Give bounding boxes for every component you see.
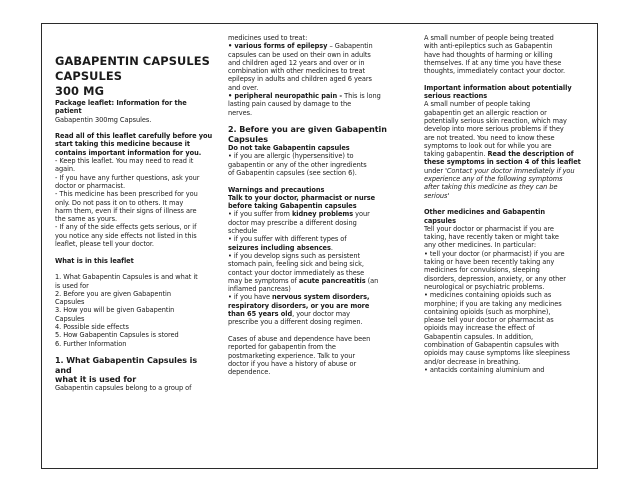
section-2-heading: 2. Before you are given Gabapentin Capsules	[228, 125, 387, 144]
other-medicines-text: Tell your doctor or pharmacist if you are taking, have recently taken or might take any other medicines. In particular: • tell your doctor (or pharmacist) if you are taking or have been recently taking any medicines for convulsions, sleeping disorders, depression, anxiety, or any other neurological or psychiatric problems. • medicines containing opioids such as morphine; if you are taking any medicines containing opioids (such as morphine), please tell your doctor or pharmacist as opioids may increase the effect of Gabapentin capsules. In addition, combination of Gabapentin capsules with opioids may cause symptoms like sleepiness and/or decrease in breathing. • antacids containing aluminium and	[424, 224, 570, 374]
read-carefully-notice: Read all of this leaflet carefully before you start taking this medicine because it contains important information for you.	[55, 132, 213, 157]
column-middle	[228, 34, 398, 376]
column-left	[55, 54, 215, 393]
warnings-heading: Warnings and precautions Talk to your doctor, pharmacist or nurse before taking Gabapentin capsules	[228, 185, 376, 211]
section-1-text: Gabapentin capsules belong to a group of	[55, 384, 192, 393]
do-not-take-heading: Do not take Gabapentin capsules	[228, 144, 350, 153]
keep-leaflet-text: - Keep this leaflet. You may need to read it again. - If you have any further questions, ask your doctor or pharmacist. - This medicine has been prescribed for you only. Do not pass it on to others. It may harm them, even if their signs of illness are the same as yours. - If any of the side effects gets serious, or if you notice any side effects not listed in this leaflet, please tell your doctor.	[55, 157, 200, 249]
document-title	[55, 54, 215, 99]
title-line: CAPSULES	[55, 69, 123, 83]
uses-text: medicines used to treat: • various forms of epilepsy – Gabapentin capsules can be used on their own in adults and children aged 12 years and over or in combination with other medicines to treat epilepsy in adults and children aged 6 years and over. • peripheral neuropathic pain - This is long lasting pain caused by damage to the nerves.	[228, 34, 381, 117]
column-right	[424, 34, 597, 374]
warnings-text: • if you suffer from kidney problems your doctor may prescribe a different dosing schedule • if you suffer with different types of seizures including absences. • if you develop signs such as persistent stomach pain, feeling sick and being sick, contact your doctor immediately as these may be symptoms of acute pancreatitis (an inflamed pancreas) • if you have nervous system disorders, respiratory disorders, or you are more than 65 years old, your doctor may prescribe you a different dosing regimen.	[228, 210, 379, 327]
suicidal-thoughts-text: A small number of people being treated with anti-epileptics such as Gabapentin have had thoughts of harming or killing themselves. If at any time you have these thoughts, immediately contact your doctor.	[424, 34, 566, 76]
section-1-heading: 1. What Gabapentin Capsules is and what it is used for	[55, 356, 198, 385]
product-name: Gabapentin 300mg Capsules.	[55, 115, 152, 124]
package-leaflet-heading: Package leaflet: Information for the patient	[55, 99, 187, 116]
title-line: 300 MG	[55, 84, 105, 98]
other-medicines-heading: Other medicines and Gabapentin capsules	[424, 208, 546, 225]
contents-list: 1. What Gabapentin Capsules is and what it is used for 2. Before you are given Gabapentin Capsules 3. How you will be given Gabapentin Capsules 4. Possible side effects 5. How Gabapentin Capsules is stored 6. Further Information	[55, 273, 198, 348]
do-not-take-text: • if you are allergic (hypersensitive) to gabapentin or any of the other ingredients of Gabapentin capsules (see section 6).	[228, 152, 367, 177]
title-line: GABAPENTIN CAPSULES	[55, 54, 210, 68]
abuse-text: Cases of abuse and dependence have been reported for gabapentin from the postmarketing experience. Talk to your doctor if you have a history of abuse or dependence.	[228, 334, 371, 377]
serious-reactions-text: A small number of people taking gabapentin get an allergic reaction or potentially serious skin reaction, which may develop into more serious problems if they are not treated. You need to know these symptoms to look out for while you are taking gabapentin. Read the description of these symptoms in section 4 of this leaflet under 'Contact your doctor immediately if you experience any of the following symptoms after taking this medicine as they can be serious'	[424, 100, 581, 200]
contents-heading: What is in this leaflet	[55, 256, 134, 265]
serious-reactions-heading: Important information about potentially serious reactions	[424, 83, 572, 101]
